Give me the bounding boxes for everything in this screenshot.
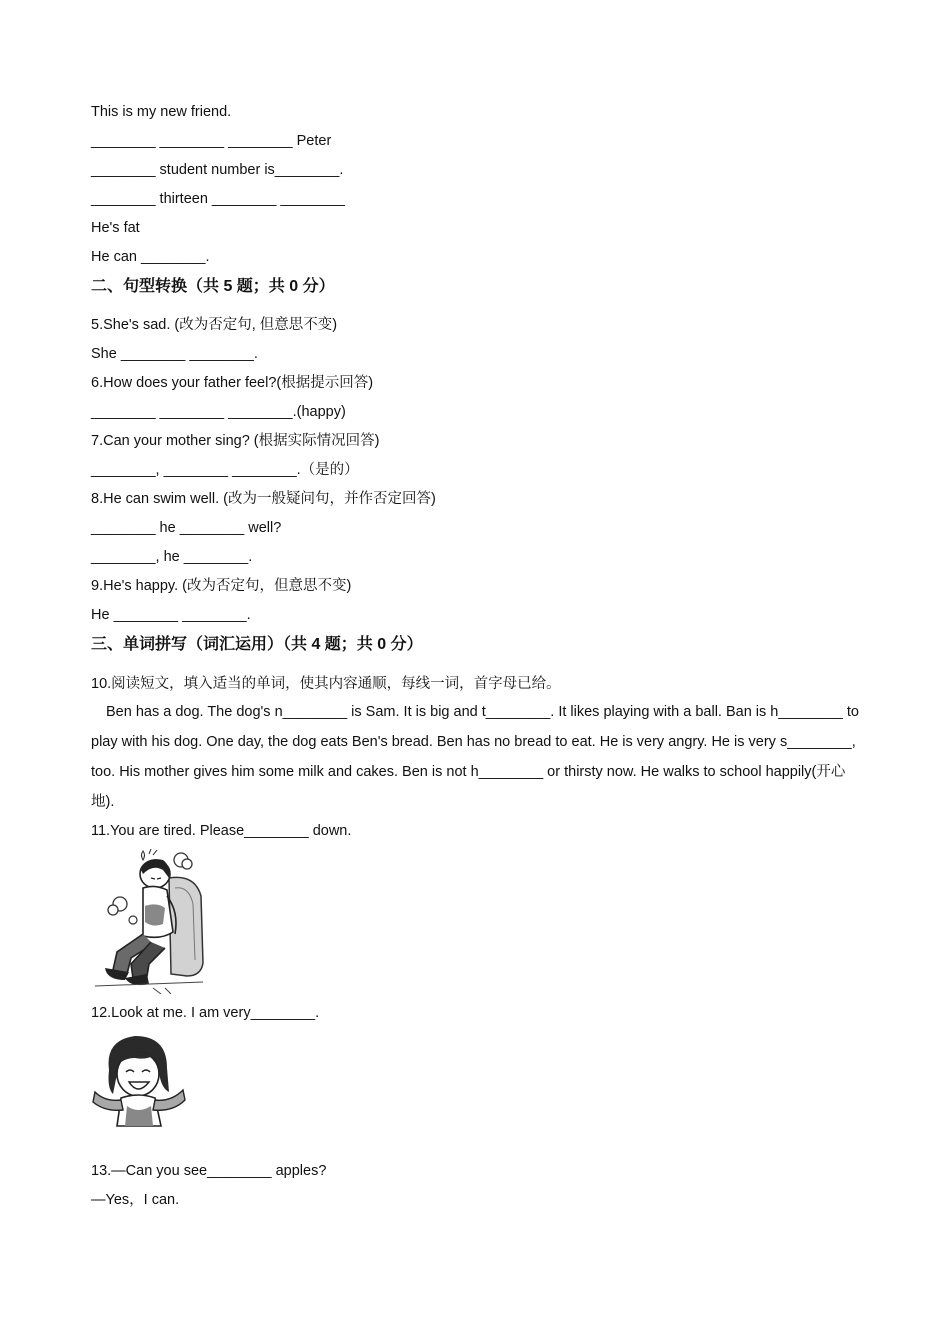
question-line: 5.She's sad. (改为否定句, 但意思不变): [91, 317, 338, 333]
passage-paragraph: Ben has a dog. The dog's n________ is Sam. It is big and t________. It likes playing with a ball. Ban is h________ to play with his dog. One day, the dog eats Ben's bread. Ben has no bread to eat. He is very angry. He is very s________, too. His mother gives him some milk and cakes. Ben is not h________ or thirsty now. He walks to school happily(开心地).: [91, 704, 859, 810]
text-line: ________ student number is________.: [91, 162, 344, 178]
question-line: 6.How does your father feel?(根据提示回答): [91, 375, 374, 391]
text-line: He's fat: [91, 220, 140, 236]
section-heading: 三、单词拼写（词汇运用）（共 4 题；共 0 分）: [91, 636, 423, 653]
text-line: ________ ________ ________ Peter: [91, 133, 332, 149]
question-line: 10.阅读短文，填入适当的单词，使其内容通顺，每线一词，首字母已给。: [91, 676, 561, 692]
section-heading: 二、句型转换（共 5 题；共 0 分）: [91, 278, 335, 295]
question-line: 13.—Can you see________ apples?: [91, 1163, 327, 1179]
answer-line: —Yes，I can.: [91, 1192, 180, 1208]
text-line: ________ thirteen ________ ________: [91, 191, 345, 207]
answer-line: ________, he ________.: [91, 549, 253, 565]
happy-girl-illustration: [91, 1030, 187, 1139]
question-line: 9.He's happy. (改为否定句，但意思不变): [91, 578, 352, 594]
answer-line: ________ he ________ well?: [91, 520, 282, 536]
tired-person-illustration: [91, 848, 211, 999]
text-line: This is my new friend.: [91, 104, 232, 120]
answer-line: ________, ________ ________.（是的）: [91, 462, 359, 478]
answer-line: ________ ________ ________.(happy): [91, 404, 346, 420]
answer-line: He ________ ________.: [91, 607, 251, 623]
text-line: He can ________.: [91, 249, 210, 265]
answer-line: She ________ ________.: [91, 346, 258, 362]
question-line: 7.Can your mother sing? (根据实际情况回答): [91, 433, 380, 449]
question-line: 8.He can swim well. (改为一般疑问句，并作否定回答): [91, 491, 436, 507]
question-line: 12.Look at me. I am very________.: [91, 1005, 320, 1021]
question-line: 11.You are tired. Please________ down.: [91, 823, 352, 839]
